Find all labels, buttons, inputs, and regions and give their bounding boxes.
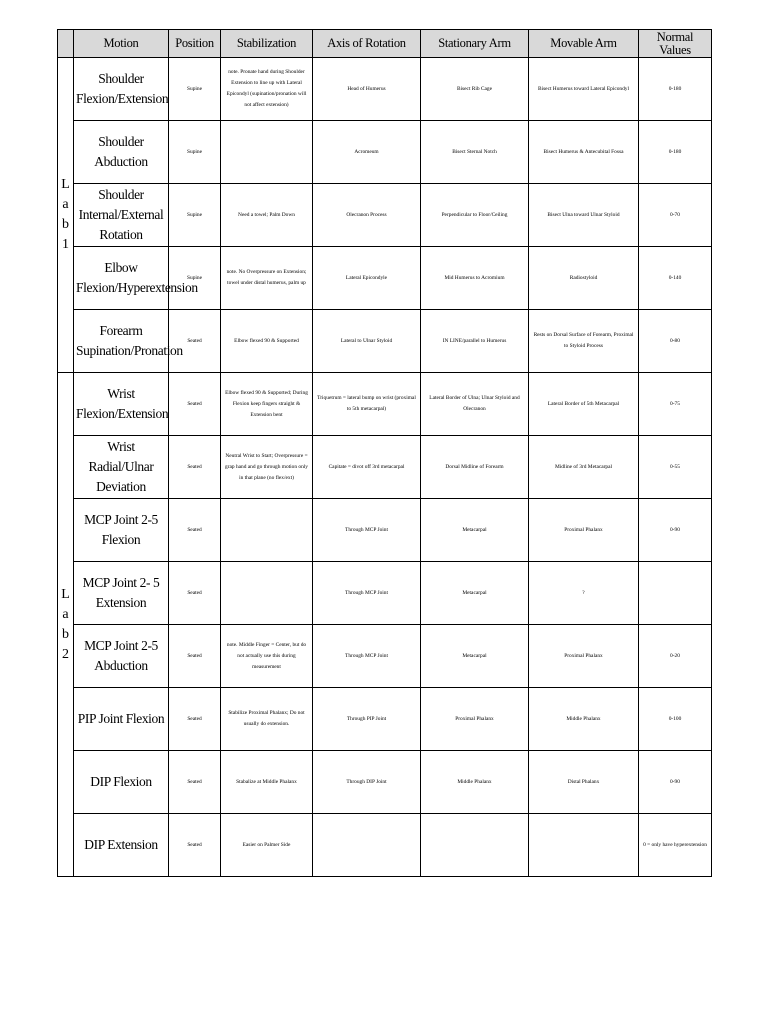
position-cell: Seated (169, 562, 221, 625)
motion-cell (74, 373, 169, 436)
normal-values-cell: 0-80 (639, 310, 712, 373)
normal-values-cell: 0-90 (639, 751, 712, 814)
motion-line: Rotation (99, 227, 143, 242)
stabilization-cell: Easier on Palmer Side (221, 814, 313, 877)
stabilization-cell: Need a towel; Palm Down (221, 184, 313, 247)
axis-cell: Through PIP Joint (313, 688, 421, 751)
axis-cell: Triquetrum = lateral bump on wrist (proximal to 5th metacarpal) (313, 373, 421, 436)
position-cell: Supine (169, 247, 221, 310)
motion-line: PIP Joint Flexion (77, 711, 165, 726)
motion-line: Extension (95, 595, 147, 610)
stabilization-cell (221, 499, 313, 562)
position-cell: Seated (169, 373, 221, 436)
header-axis: Axis of Rotation (313, 30, 421, 58)
movable-arm-cell: Midline of 3rd Metacarpal (529, 436, 639, 499)
motion-line: Forearm (99, 323, 143, 338)
table-row (58, 58, 712, 121)
motion-line: MCP Joint 2- 5 (82, 575, 160, 590)
stationary-arm-cell: Lateral Border of Ulna; Ulnar Styloid and Olecranon (421, 373, 529, 436)
normal-values-cell (639, 562, 712, 625)
normal-values-cell: 0-75 (639, 373, 712, 436)
motion-cell (74, 562, 169, 625)
lab-letter: L (61, 586, 70, 602)
position-cell: Supine (169, 184, 221, 247)
position-cell: Seated (169, 436, 221, 499)
stabilization-cell: Elbow flexed 90 & Supported (221, 310, 313, 373)
rom-table (57, 29, 712, 877)
motion-cell (74, 184, 169, 247)
motion-line: Flexion/Extension (76, 91, 169, 106)
stationary-arm-cell: Metacarpal (421, 499, 529, 562)
lab-letter: a (62, 197, 69, 212)
position-cell: Seated (169, 625, 221, 688)
motion-cell (74, 688, 169, 751)
table-row (58, 310, 712, 373)
motion-cell (74, 625, 169, 688)
stabilization-cell (221, 562, 313, 625)
motion-cell (74, 121, 169, 184)
movable-arm-cell: Distal Phalanx (529, 751, 639, 814)
axis-cell (313, 814, 421, 877)
stationary-arm-cell: Metacarpal (421, 625, 529, 688)
stabilization-cell: note. Middle Finger = Center, but do not actually use this during measurement (221, 625, 313, 688)
axis-cell: Through MCP Joint (313, 625, 421, 688)
header-motion: Motion (74, 30, 169, 58)
position-cell: Seated (169, 499, 221, 562)
motion-cell (74, 310, 183, 373)
motion-line: MCP Joint 2-5 Flexion (84, 512, 158, 547)
table-row (58, 247, 712, 310)
normal-values-cell: 0-90 (639, 499, 712, 562)
stabilization-cell: note. No Overpressure on Extension; towel under distal humerus, palm up (221, 247, 313, 310)
table-row (58, 121, 712, 184)
stationary-arm-cell: Middle Phalanx (421, 751, 529, 814)
axis-cell: Through DIP Joint (313, 751, 421, 814)
motion-line: Abduction (94, 658, 148, 673)
header-stabilization: Stabilization (221, 30, 313, 58)
motion-cell (74, 436, 169, 499)
stationary-arm-cell: Dorsal Midline of Forearm (421, 436, 529, 499)
table-row (58, 625, 712, 688)
position-cell: Seated (169, 688, 221, 751)
normal-values-cell: 0-180 (639, 121, 712, 184)
lab-label-2 (58, 373, 74, 877)
header-normal-values: Normal Values (639, 30, 712, 58)
motion-line: Elbow (104, 260, 138, 275)
lab-letter: a (62, 606, 69, 622)
axis-cell: Through MCP Joint (313, 499, 421, 562)
motion-line: Shoulder Abduction (94, 134, 148, 169)
movable-arm-cell: Middle Phalanx (529, 688, 639, 751)
axis-cell: Head of Humerus (313, 58, 421, 121)
table-row (58, 499, 712, 562)
stationary-arm-cell: Mid Humerus to Acromium (421, 247, 529, 310)
motion-cell (74, 814, 169, 877)
position-cell: Seated (169, 814, 221, 877)
normal-values-cell: 0-180 (639, 58, 712, 121)
axis-cell: Capitate = divot off 3rd metacarpal (313, 436, 421, 499)
normal-values-cell: 0 = only have hyperextension (639, 814, 712, 877)
lab-letter: 2 (62, 646, 69, 662)
normal-values-cell: 0-55 (639, 436, 712, 499)
table-body (58, 58, 712, 877)
motion-line: Flexion/Extension (76, 406, 169, 421)
movable-arm-cell: Bisect Humerus & Antecubital Fossa (529, 121, 639, 184)
stabilization-cell: note. Pronate hand during Shoulder Extension to line up with Lateral Epicondyl (supination/pronation will not affect extension) (221, 58, 313, 121)
motion-line: Internal/External (78, 207, 164, 222)
normal-values-cell: 0-100 (639, 688, 712, 751)
header-movable-arm: Movable Arm (529, 30, 639, 58)
axis-cell: Acromeum (313, 121, 421, 184)
motion-line: MCP Joint 2-5 (84, 638, 158, 653)
movable-arm-cell: Radiostyloid (529, 247, 639, 310)
lab-letter: L (61, 177, 70, 192)
motion-line: Shoulder (98, 71, 144, 86)
table-row (58, 688, 712, 751)
normal-values-cell: 0-20 (639, 625, 712, 688)
stabilization-cell: Stabalize at Middle Phalanx (221, 751, 313, 814)
table-row (58, 562, 712, 625)
stabilization-cell: Stabilize Proximal Phalanx; Do not usually do extension. (221, 688, 313, 751)
table-row (58, 751, 712, 814)
motion-cell (74, 58, 169, 121)
stationary-arm-cell: Perpendicular to Floor/Ceiling (421, 184, 529, 247)
lab-label-1 (58, 58, 74, 373)
table-row (58, 436, 712, 499)
lab-letter: 1 (62, 237, 69, 252)
position-cell: Seated (169, 310, 221, 373)
position-cell: Supine (169, 58, 221, 121)
stationary-arm-cell: Proximal Phalanx (421, 688, 529, 751)
header-stationary-arm: Stationary Arm (421, 30, 529, 58)
header-blank-cell (58, 30, 74, 58)
stationary-arm-cell: Metacarpal (421, 562, 529, 625)
position-cell: Supine (169, 121, 221, 184)
header-row (58, 30, 712, 58)
motion-cell (74, 751, 169, 814)
lab-letter: b (62, 626, 69, 642)
stationary-arm-cell (421, 814, 529, 877)
motion-line: DIP Flexion (90, 774, 152, 789)
movable-arm-cell: Lateral Border of 5th Metacarpal (529, 373, 639, 436)
table-row (58, 814, 712, 877)
movable-arm-cell: ? (529, 562, 639, 625)
stabilization-cell: Neutral Wrist to Start; Overpressure = grap hand and go through motion only in that plane (no flex/ext) (221, 436, 313, 499)
stationary-arm-cell: IN LINE/parallel to Humerus (421, 310, 529, 373)
stabilization-cell (221, 121, 313, 184)
position-cell: Seated (169, 751, 221, 814)
motion-line: Shoulder (98, 187, 144, 202)
normal-values-cell: 0-140 (639, 247, 712, 310)
motion-line: Wrist (107, 386, 135, 401)
movable-arm-cell: Bisect Humerus toward Lateral Epicondyl (529, 58, 639, 121)
stationary-arm-cell: Bisect Sternal Notch (421, 121, 529, 184)
motion-line: Wrist Radial/Ulnar (88, 439, 154, 474)
motion-line: DIP Extension (84, 837, 158, 852)
motion-line: Flexion/Hyperextension (76, 280, 198, 295)
movable-arm-cell: Proximal Phalanx (529, 625, 639, 688)
motion-line: Deviation (96, 479, 146, 494)
table-row (58, 184, 712, 247)
stabilization-cell: Elbow flexed 90 & Supported; During Flexion keep fingers straight & Extension bent (221, 373, 313, 436)
movable-arm-cell: Bisect Ulna toward Ulnar Styloid (529, 184, 639, 247)
stationary-arm-cell: Bisect Rib Cage (421, 58, 529, 121)
table-row (58, 373, 712, 436)
axis-cell: Lateral Epicondyle (313, 247, 421, 310)
movable-arm-cell: Proximal Phalanx (529, 499, 639, 562)
axis-cell: Olecranon Process (313, 184, 421, 247)
normal-values-cell: 0-70 (639, 184, 712, 247)
axis-cell: Through MCP Joint (313, 562, 421, 625)
motion-line: Supination/Pronation (76, 343, 183, 358)
motion-cell (74, 499, 169, 562)
axis-cell: Lateral to Ulnar Styloid (313, 310, 421, 373)
lab-letter: b (62, 217, 69, 232)
movable-arm-cell: Rests on Dorsal Surface of Forearm, Proximal to Styloid Process (529, 310, 639, 373)
movable-arm-cell (529, 814, 639, 877)
header-position: Position (169, 30, 221, 58)
